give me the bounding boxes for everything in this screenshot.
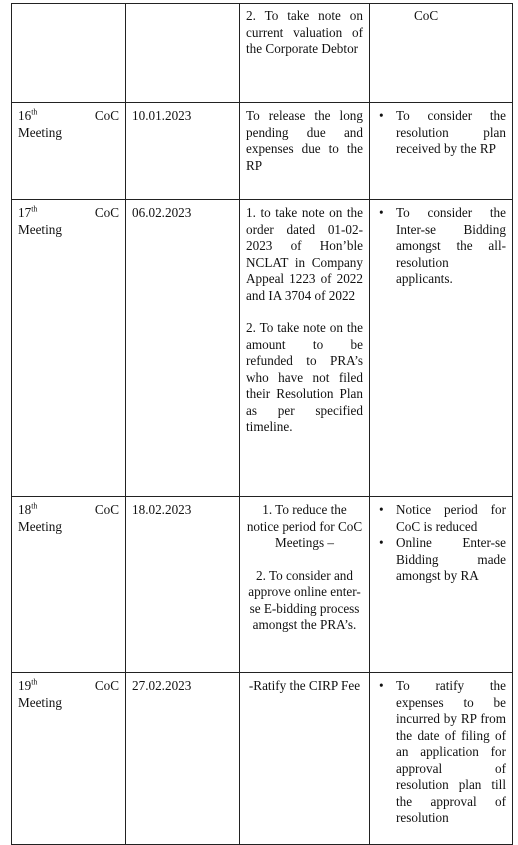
table-row [12, 673, 513, 845]
meeting-word: Meeting [18, 518, 62, 534]
list-item: • Online Enter-se Bidding made amongst by RA [379, 535, 506, 583]
agenda-cell [240, 673, 370, 845]
meeting-number: 16 [18, 108, 32, 123]
agenda-cell [240, 103, 370, 200]
outcome-text: Online Enter-se Bidding made amongst by RA [396, 535, 506, 583]
list-item: • Notice period for CoC is reduced [379, 502, 506, 534]
table-row [12, 497, 513, 673]
outcome-text: Notice period for CoC is reduced [396, 502, 506, 534]
meeting-number: 19 [18, 678, 32, 693]
outcome-cell [370, 200, 513, 497]
outcome-cell [370, 497, 513, 673]
agenda-text: 2. To take note on current valuation of the Corporate Debtor [246, 8, 363, 56]
outcome-cell [370, 673, 513, 845]
agenda-text: To release the long pending due and expenses due to the RP [246, 108, 363, 173]
meeting-number: 18 [18, 502, 32, 517]
date-cell [126, 200, 240, 497]
date-cell [126, 497, 240, 673]
agenda-cell [240, 4, 370, 103]
outcome-text: CoC [414, 8, 439, 23]
agenda-text: 2. To consider and approve online enter-se E-bidding process amongst the PRA’s. [248, 567, 361, 632]
meeting-suffix: th [31, 501, 38, 511]
meeting-cell [12, 200, 126, 497]
meeting-suffix: th [31, 677, 38, 687]
outcome-text: To consider the resolution plan received by the RP [396, 108, 506, 156]
meeting-date: 27.02.2023 [132, 678, 192, 693]
date-cell [126, 4, 240, 103]
list-item: • To consider the Inter-se Bidding amongst the all-resolution applicants. [379, 205, 506, 286]
meeting-cell [12, 673, 126, 845]
outcome-text: To ratify the expenses to be incurred by RP from the date of filing of an application for approval of resolution plan till the approval of resolution [396, 678, 506, 825]
meeting-word: Meeting [18, 221, 62, 237]
meeting-word: Meeting [18, 124, 62, 140]
list-item: • To consider the resolution plan received by the RP [379, 108, 506, 156]
meeting-body: CoC [94, 205, 119, 220]
agenda-cell [240, 497, 370, 673]
list-item: • To ratify the expenses to be incurred by RP from the date of filing of an application for approval of resolution plan till the approval of resolution [379, 678, 506, 825]
table-row [12, 103, 513, 200]
meeting-suffix: th [31, 204, 38, 214]
meeting-date: 18.02.2023 [132, 502, 192, 517]
agenda-text: 1. to take note on the order dated 01-02-2023 of Hon’ble NCLAT in Company Appeal 1223 of 2022 and IA 3704 of 2022 [246, 205, 363, 303]
date-cell [126, 673, 240, 845]
outcome-cell [370, 103, 513, 200]
date-cell [126, 103, 240, 200]
meeting-date: 06.02.2023 [132, 205, 192, 220]
meeting-body: CoC [94, 678, 119, 693]
table-row [12, 200, 513, 497]
meeting-body: CoC [94, 502, 119, 517]
meeting-suffix: th [31, 107, 38, 117]
table-row [12, 4, 513, 103]
meeting-cell [12, 103, 126, 200]
meeting-cell [12, 4, 126, 103]
agenda-text: -Ratify the CIRP Fee [248, 678, 361, 693]
meeting-body: CoC [94, 108, 119, 123]
outcome-cell [370, 4, 513, 103]
meeting-date: 10.01.2023 [132, 108, 192, 123]
meeting-number: 17 [18, 205, 32, 220]
agenda-text: 2. To take note on the amount to be refunded to PRA’s who have not filed their Resolution Plan as per specified timeline. [246, 320, 363, 434]
meetings-table [11, 3, 513, 845]
meeting-cell [12, 497, 126, 673]
agenda-text: 1. To reduce the notice period for CoC Meetings – [246, 502, 363, 550]
agenda-cell [240, 200, 370, 497]
meeting-word: Meeting [18, 694, 62, 710]
outcome-text: To consider the Inter-se Bidding amongst the all-resolution applicants. [396, 205, 506, 286]
